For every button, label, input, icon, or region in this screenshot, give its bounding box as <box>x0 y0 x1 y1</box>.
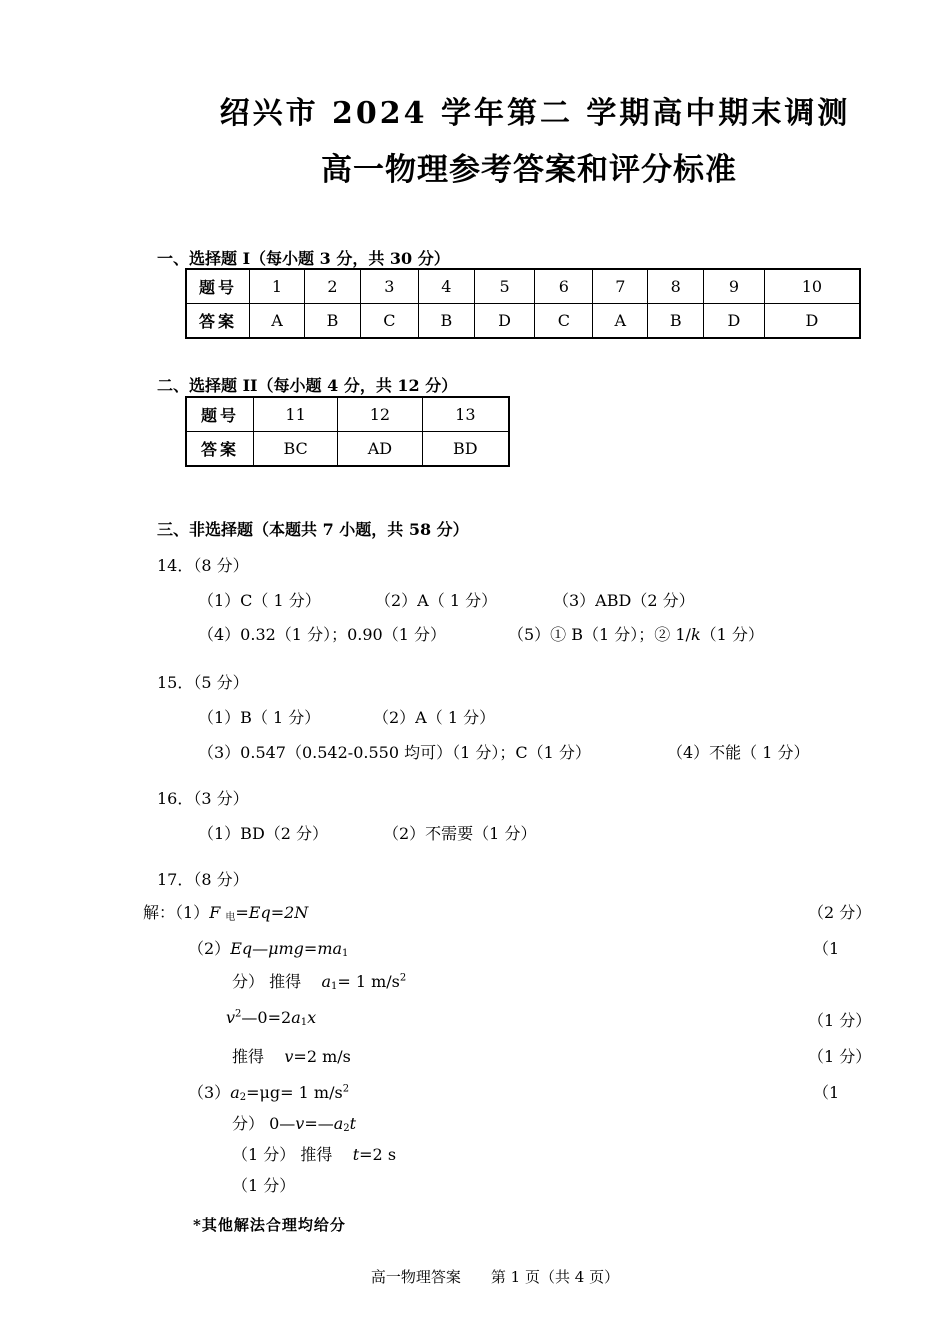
table-row-answers <box>186 304 860 339</box>
q17-line-1: 解：（1）F $_电$=Eq=2N <box>143 903 309 923</box>
q17-line-5-score: （1 分） <box>808 1047 872 1066</box>
q17-line-5: 推得 v=2 m/s <box>232 1047 351 1066</box>
question-number: 11 <box>254 397 338 432</box>
answer-cell: BD <box>422 432 509 467</box>
answer-cell: D <box>474 304 535 339</box>
page-title: 绍兴市 2024 学年第二 学期高中期末调测 <box>219 96 851 131</box>
q14-answer-5: （5）① B（1 分）；② 1/k（1 分） <box>508 625 764 644</box>
q14-answer-2: （2）A（ 1 分） <box>375 591 498 610</box>
table-row-answers <box>186 432 509 467</box>
q17-line-6-score: （1 <box>813 1083 840 1102</box>
q16-heading: 16．（3 分） <box>157 789 249 808</box>
section2-answer-table <box>185 396 510 467</box>
section1-heading: 一、选择题 I（每小题 3 分，共 30 分） <box>157 249 450 268</box>
answer-cell: AD <box>338 432 422 467</box>
q17-line-3: 分） 推得 $a_1= 1$ $m/s^2$ <box>232 972 407 992</box>
q17-line-9: （1 分） <box>232 1176 296 1195</box>
row-label-answer: 答案 <box>186 432 254 467</box>
q15-answer-2: （2）A（ 1 分） <box>373 708 496 727</box>
answer-cell: B <box>305 304 361 339</box>
question-number: 3 <box>360 269 418 304</box>
answer-cell: D <box>764 304 860 339</box>
row-label-question: 题号 <box>186 397 254 432</box>
question-number: 5 <box>474 269 535 304</box>
q16-answer-1: （1）BD（2 分） <box>198 824 329 843</box>
q17-line-6: $(3)a_2=\mu g= 1$ $m/s^2$ <box>188 1083 350 1103</box>
table-row-numbers <box>186 397 509 432</box>
question-number: 7 <box>593 269 648 304</box>
grading-note: *其他解法合理均给分 <box>193 1216 346 1234</box>
section1-answer-table <box>185 268 861 339</box>
answer-cell: BC <box>254 432 338 467</box>
q14-answer-1: （1）C（ 1 分） <box>198 591 321 610</box>
q15-heading: 15．（5 分） <box>157 673 249 692</box>
q17-line-4: $v^2—0=2a_1x$ <box>226 1008 317 1028</box>
q17-line-2: $(2)Eq—\mu mg=ma_1$ <box>188 939 349 959</box>
answer-cell: D <box>704 304 765 339</box>
q15-answer-4: （4）不能（ 1 分） <box>667 743 810 762</box>
question-number: 9 <box>704 269 765 304</box>
q15-answer-1: （1）B（ 1 分） <box>198 708 321 727</box>
page-subtitle: 高一物理参考答案和评分标准 <box>321 152 737 188</box>
question-number: 6 <box>535 269 593 304</box>
q17-line-4-score: （1 分） <box>808 1011 872 1030</box>
question-number: 12 <box>338 397 422 432</box>
q17-line-1-score: （2 分） <box>808 903 872 922</box>
question-number: 13 <box>422 397 509 432</box>
row-label-question: 题号 <box>186 269 250 304</box>
q17-heading: 17．（8 分） <box>157 870 249 889</box>
q14-answer-4: （4）0.32（1 分）；0.90（1 分） <box>198 625 446 644</box>
question-number: 10 <box>764 269 860 304</box>
question-number: 8 <box>648 269 704 304</box>
answer-cell: A <box>250 304 305 339</box>
question-number: 4 <box>418 269 474 304</box>
question-number: 2 <box>305 269 361 304</box>
answer-cell: B <box>418 304 474 339</box>
page-footer: 高一物理答案 第 1 页（共 4 页） <box>370 1268 620 1286</box>
answer-cell: C <box>360 304 418 339</box>
question-number: 1 <box>250 269 305 304</box>
row-label-answer: 答案 <box>186 304 250 339</box>
q14-heading: 14．（8 分） <box>157 556 249 575</box>
answer-cell: B <box>648 304 704 339</box>
answer-cell: C <box>535 304 593 339</box>
answer-cell: A <box>593 304 648 339</box>
section3-heading: 三、非选择题（本题共 7 小题，共 58 分） <box>157 520 469 539</box>
q17-line-2-score: （1 <box>813 939 840 958</box>
q17-line-7: 分） $0—v=—a_2t$ <box>232 1114 357 1134</box>
q15-answer-3: （3）0.547（0.542-0.550 均可）（1 分）；C（1 分） <box>198 743 591 762</box>
q14-answer-3: （3）ABD（2 分） <box>553 591 695 610</box>
table-row-numbers <box>186 269 860 304</box>
section2-heading: 二、选择题 II（每小题 4 分，共 12 分） <box>157 376 458 395</box>
q17-line-8: （1 分） 推得 t=2 s <box>232 1145 397 1164</box>
q16-answer-2: （2）不需要（1 分） <box>383 824 537 843</box>
